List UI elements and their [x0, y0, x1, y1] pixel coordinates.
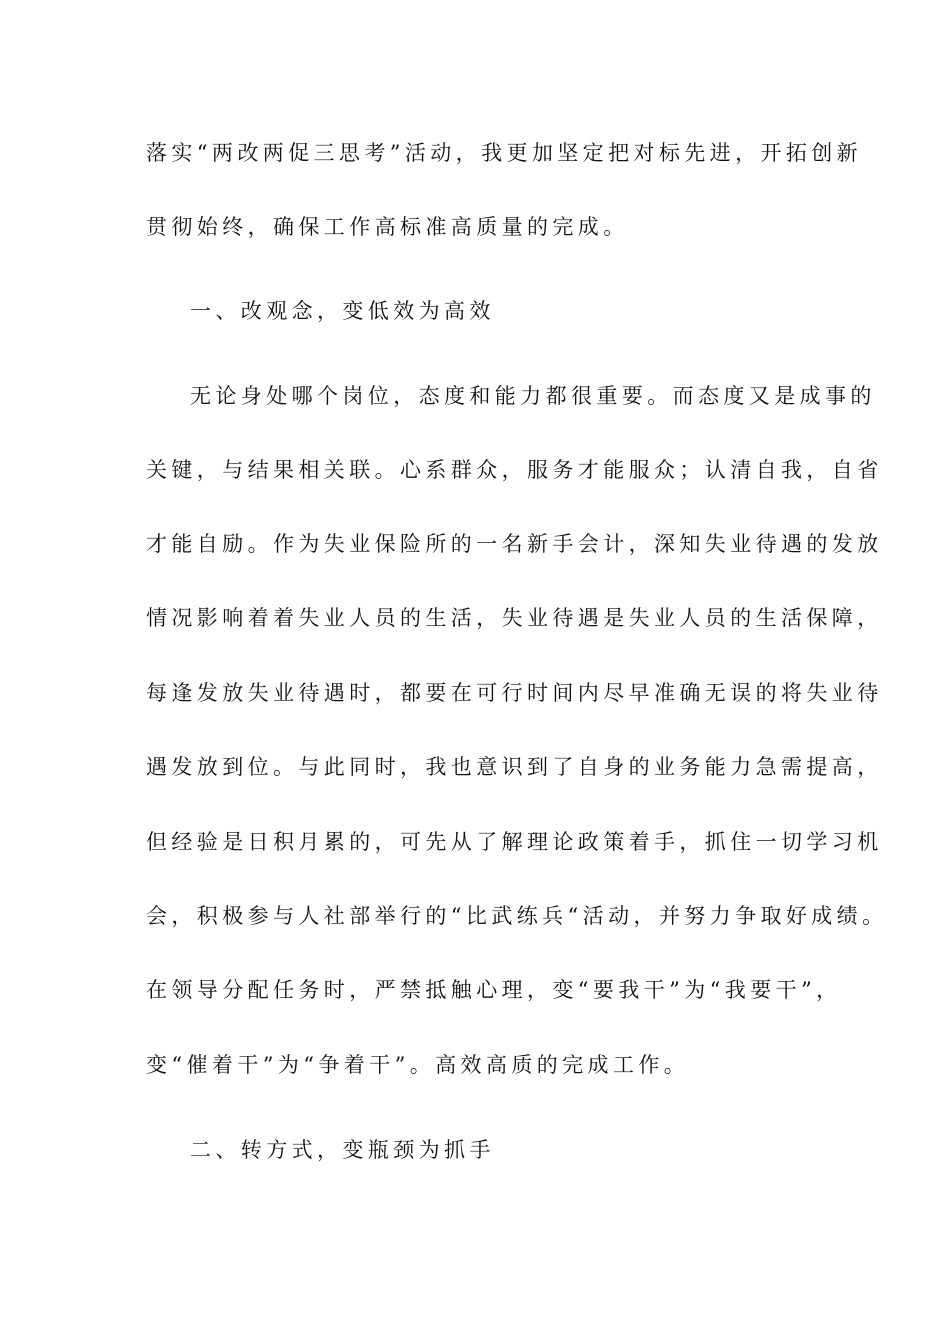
section-heading: 二、转方式，变瓶颈为抓手 [190, 1138, 495, 1162]
section-heading: 一、改观念，变低效为高效 [190, 299, 495, 323]
paragraph-line: 贯彻始终，确保工作高标准高质量的完成。 [146, 215, 629, 239]
paragraph-line: 情况影响着着失业人员的生活，失业待遇是失业人员的生活保障， [146, 606, 883, 630]
paragraph-line: 在领导分配任务时，严禁抵触心理，变“要我干”为“我要干”， [146, 978, 842, 1002]
paragraph-line: 每逢发放失业待遇时，都要在可行时间内尽早准确无误的将失业待 [146, 681, 883, 705]
paragraph-line: 会，积极参与人社部举行的“比武练兵“活动，并努力争取好成绩。 [146, 904, 888, 928]
paragraph-line: 但经验是日积月累的，可先从了解理论政策着手，抓住一切学习机 [146, 830, 883, 854]
paragraph-line: 落实“两改两促三思考”活动，我更加坚定把对标先进，开拓创新 [146, 141, 863, 165]
paragraph-line: 才能自励。作为失业保险所的一名新手会计，深知失业待遇的发放 [146, 532, 883, 556]
paragraph-line: 关键，与结果相关联。心系群众，服务才能服众；认清自我，自省 [146, 458, 883, 482]
paragraph-line: 变“催着干”为“争着干”。高效高质的完成工作。 [146, 1053, 690, 1077]
paragraph-line: 无论身处哪个岗位，态度和能力都很重要。而态度又是成事的 [190, 384, 876, 408]
paragraph-line: 遇发放到位。与此同时，我也意识到了自身的业务能力急需提高， [146, 755, 883, 779]
